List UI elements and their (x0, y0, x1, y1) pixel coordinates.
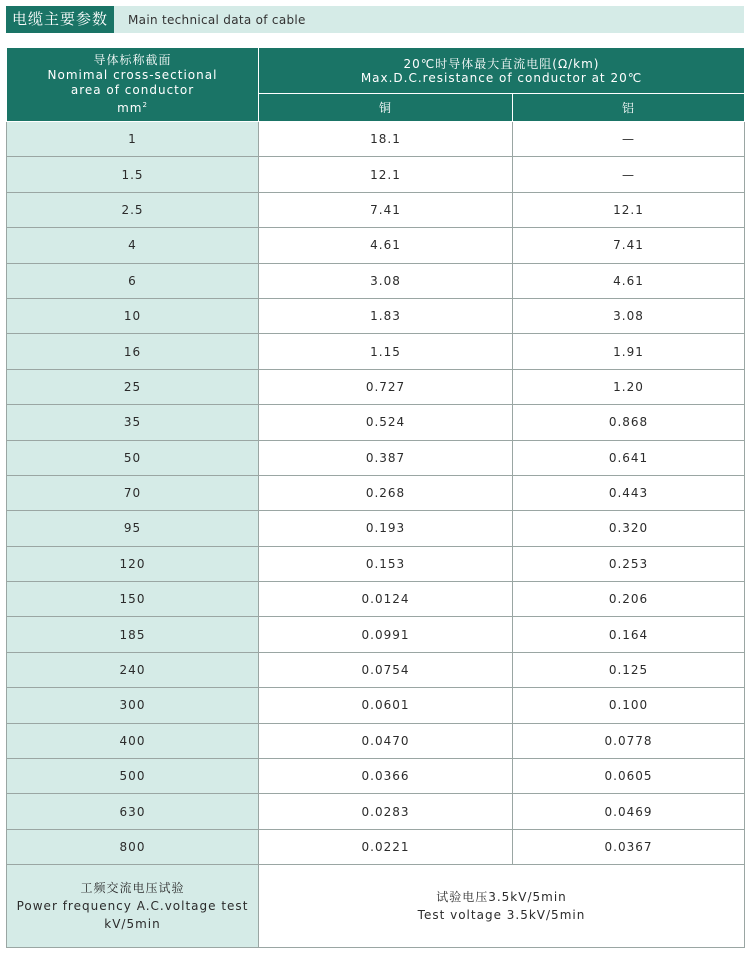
cell-aluminum-resistance: 0.320 (513, 511, 745, 546)
table-row (7, 546, 745, 581)
cell-copper-resistance: 1.83 (259, 298, 513, 333)
table-row (7, 829, 745, 864)
table-row (7, 475, 745, 510)
footer-label-cn: 工频交流电压试验 (80, 881, 185, 896)
footer-value-cn: 试验电压3.5kV/5min (436, 890, 567, 905)
footer-label-unit: kV/5min (104, 917, 161, 932)
cell-cross-section: 630 (7, 794, 259, 829)
table-row (7, 688, 745, 723)
cell-copper-resistance: 0.727 (259, 369, 513, 404)
header-cross-section-cn: 导体标称截面 (93, 53, 172, 67)
cell-copper-resistance: 0.153 (259, 546, 513, 581)
cell-aluminum-resistance: 0.100 (513, 688, 745, 723)
footer-label-en: Power frequency A.C.voltage test (16, 899, 249, 914)
cell-cross-section: 25 (7, 369, 259, 404)
cell-cross-section: 500 (7, 759, 259, 794)
table-row (7, 157, 745, 192)
cell-aluminum-resistance: 0.868 (513, 405, 745, 440)
cell-aluminum-resistance: 0.164 (513, 617, 745, 652)
table-row (7, 334, 745, 369)
cell-copper-resistance: 0.0601 (259, 688, 513, 723)
cell-aluminum-resistance: 1.91 (513, 334, 745, 369)
footer-label (7, 865, 259, 948)
table-row (7, 511, 745, 546)
footer-row (7, 865, 745, 948)
cell-aluminum-resistance: 0.0605 (513, 759, 745, 794)
table-row (7, 405, 745, 440)
section-title-en: Main technical data of cable (128, 12, 306, 27)
table-row (7, 617, 745, 652)
table-row (7, 228, 745, 263)
cell-copper-resistance: 0.0283 (259, 794, 513, 829)
cell-cross-section: 50 (7, 440, 259, 475)
cell-aluminum-resistance: 0.253 (513, 546, 745, 581)
cell-aluminum-resistance: 0.443 (513, 475, 745, 510)
cell-cross-section: 70 (7, 475, 259, 510)
cell-copper-resistance: 4.61 (259, 228, 513, 263)
cell-aluminum-resistance: 12.1 (513, 192, 745, 227)
header-aluminum: 铝 (513, 94, 745, 122)
cell-aluminum-resistance: — (513, 122, 745, 157)
cell-aluminum-resistance: — (513, 157, 745, 192)
cell-copper-resistance: 7.41 (259, 192, 513, 227)
table-body (7, 122, 745, 865)
cell-copper-resistance: 0.0991 (259, 617, 513, 652)
cell-cross-section: 95 (7, 511, 259, 546)
header-cross-section-unit: $mm^2$ (117, 101, 148, 115)
cell-aluminum-resistance: 0.0469 (513, 794, 745, 829)
cell-cross-section: 120 (7, 546, 259, 581)
section-title-bar (6, 6, 744, 33)
cell-cross-section: 4 (7, 228, 259, 263)
table-row (7, 652, 745, 687)
header-cross-section (7, 48, 259, 122)
table-row (7, 582, 745, 617)
cell-copper-resistance: 0.0124 (259, 582, 513, 617)
cell-copper-resistance: 0.387 (259, 440, 513, 475)
table-row (7, 440, 745, 475)
table-row (7, 759, 745, 794)
table-row (7, 298, 745, 333)
cell-copper-resistance: 0.0221 (259, 829, 513, 864)
cell-cross-section: 150 (7, 582, 259, 617)
footer-value (259, 865, 745, 948)
cell-copper-resistance: 0.0470 (259, 723, 513, 758)
cell-cross-section: 35 (7, 405, 259, 440)
table-row (7, 122, 745, 157)
cell-copper-resistance: 0.268 (259, 475, 513, 510)
table-row (7, 369, 745, 404)
cell-cross-section: 185 (7, 617, 259, 652)
table-row (7, 723, 745, 758)
header-cross-section-en1: Nomimal cross-sectional (47, 68, 218, 82)
header-cross-section-en2: area of conductor (70, 83, 195, 97)
table-row (7, 794, 745, 829)
cell-aluminum-resistance: 4.61 (513, 263, 745, 298)
cell-copper-resistance: 18.1 (259, 122, 513, 157)
header-resistance-en: Max.D.C.resistance of conductor at 20℃ (360, 70, 643, 85)
cell-copper-resistance: 3.08 (259, 263, 513, 298)
cell-cross-section: 240 (7, 652, 259, 687)
header-resistance-cn: 20℃时导体最大直流电阻(Ω/km) (403, 56, 600, 71)
cell-aluminum-resistance: 0.206 (513, 582, 745, 617)
cell-aluminum-resistance: 0.641 (513, 440, 745, 475)
cell-copper-resistance: 0.524 (259, 405, 513, 440)
cell-aluminum-resistance: 0.0778 (513, 723, 745, 758)
cell-aluminum-resistance: 7.41 (513, 228, 745, 263)
cell-copper-resistance: 0.0754 (259, 652, 513, 687)
cell-cross-section: 1 (7, 122, 259, 157)
table-row (7, 192, 745, 227)
table-row (7, 263, 745, 298)
cell-cross-section: 16 (7, 334, 259, 369)
cell-cross-section: 800 (7, 829, 259, 864)
cell-aluminum-resistance: 3.08 (513, 298, 745, 333)
footer-value-en: Test voltage 3.5kV/5min (417, 908, 586, 923)
cell-copper-resistance: 0.193 (259, 511, 513, 546)
cell-cross-section: 2.5 (7, 192, 259, 227)
cell-cross-section: 400 (7, 723, 259, 758)
cable-data-table (6, 47, 745, 948)
cell-copper-resistance: 1.15 (259, 334, 513, 369)
cell-copper-resistance: 0.0366 (259, 759, 513, 794)
header-copper: 铜 (259, 94, 513, 122)
cell-aluminum-resistance: 1.20 (513, 369, 745, 404)
cell-cross-section: 10 (7, 298, 259, 333)
header-resistance (259, 48, 745, 94)
cell-cross-section: 6 (7, 263, 259, 298)
cell-cross-section: 300 (7, 688, 259, 723)
cell-copper-resistance: 12.1 (259, 157, 513, 192)
cell-cross-section: 1.5 (7, 157, 259, 192)
header-row (7, 48, 745, 94)
cell-aluminum-resistance: 0.0367 (513, 829, 745, 864)
cell-aluminum-resistance: 0.125 (513, 652, 745, 687)
section-title-cn: 电缆主要参数 (6, 6, 114, 33)
